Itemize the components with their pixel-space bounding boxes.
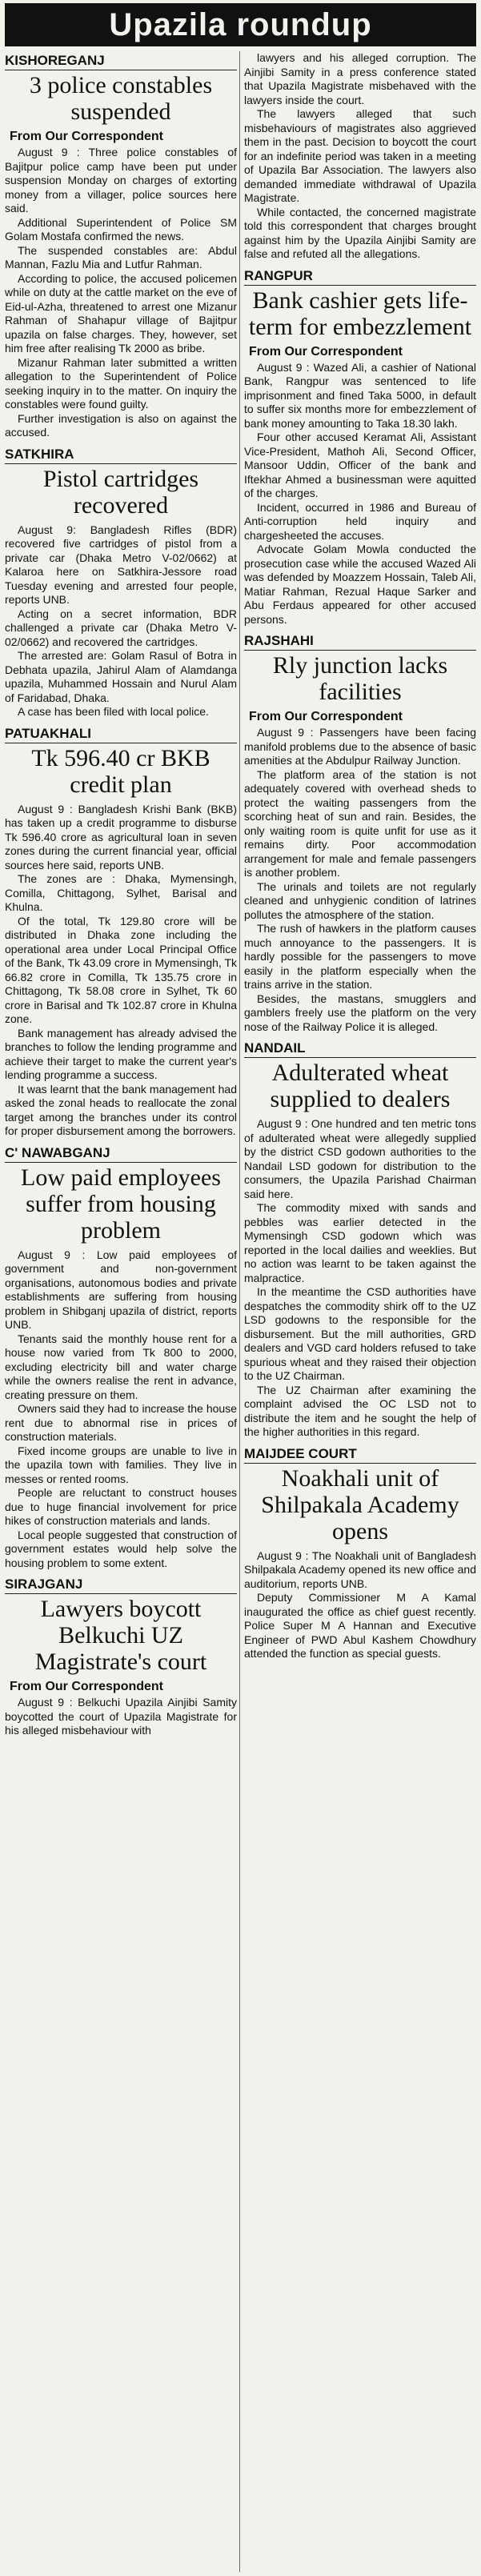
article-paragraph: Mizanur Rahman later submitted a written allegation to the Superintendent of Police seeking inquiry in to the matter. On inquiry the constables were found guilty. bbox=[5, 355, 237, 411]
article-paragraph: Fixed income groups are unable to live in the upazila town with families. They live in messes or rented rooms. bbox=[5, 1444, 237, 1485]
article-paragraph: In the meantime the CSD authorities have despatches the commodity shirk off to the UZ LSD godowns to the responsible for the disbursement. But the mill authorities, GRD dealers and VGD card holders refused to take spurious wheat and they raised their objection to the UZ Chairman. bbox=[244, 1285, 476, 1382]
dateline-kicker: KISHOREGANJ bbox=[5, 51, 237, 70]
article-paragraph: Of the total, Tk 129.80 crore will be distributed in Dhaka zone including the operational area under Local Principal Office of the Bank, Tk 43.09 crore in Mymensingh, Tk 66.82 crore in Comilla, Tk 135.75 crore in Chittagong, Tk 58.08 crore in Sylhet, Tk 60 crore in Barisal and Tk 102.87 crore in Khulna zone. bbox=[5, 914, 237, 1025]
article-paragraph: The commodity mixed with sands and pebbles was earlier detected in the Mymensingh CSD godown which was reported in the local dailies and weeklies. But no action was learnt to be taken against the malpractice. bbox=[244, 1201, 476, 1284]
article-paragraph: Four other accused Keramat Ali, Assistant Vice-President, Mathoh Ali, Second Officer, Mansoor Uddin, Officer of the bank and Iftekhar Ahmed a businessman were aquitted of the charges. bbox=[244, 431, 476, 499]
article bbox=[244, 1444, 476, 1661]
article-paragraph: August 9 : Passengers have been facing manifold problems due to the absence of basic amenities at the Abdulpur Railway Junction. bbox=[244, 726, 476, 767]
headline: Bank cashier gets life-term for embezzlement bbox=[248, 286, 472, 340]
article-paragraph: Deputy Commissioner M A Kamal inaugurated the office as chief guest recently. Police Super M A Hannan and Executive Engineer of PWD Abul Kashem Chowdhury attended the function as special guests. bbox=[244, 1591, 476, 1660]
section-masthead bbox=[5, 3, 476, 46]
article-paragraph: August 9 : Low paid employees of government and non-government organisations, autonomous bodies and private establishments are suffering from housing problem in Shibganj upazila of district, reports UNB. bbox=[5, 1248, 237, 1331]
article bbox=[5, 1144, 237, 1571]
article-paragraph: A case has been filed with local police. bbox=[18, 705, 209, 718]
article-paragraph: Acting on a secret information, BDR challenged a private car (Dhaka Metro V-02/0662) and recovered the cartridges. bbox=[5, 607, 237, 648]
article-paragraph: August 9 : One hundred and ten metric tons of adulterated wheat were allegedly supplied by the district CSD godown authorities to the Nandail LSD godown for distribution to the consumers, the Upazila Parishad Chairman said here. bbox=[244, 1117, 476, 1200]
headline: Noakhali unit of Shilpakala Academy opens bbox=[261, 1464, 459, 1544]
column-rule bbox=[239, 51, 240, 2572]
article-paragraph: The UZ Chairman after examining the complaint advised the OC LSD not to distribute the item and he sought the help of the higher authorities in this regard. bbox=[244, 1383, 476, 1438]
article-paragraph: The zones are : Dhaka, Mymensingh, Comilla, Chittagong, Sylhet, Barisal and Khulna. bbox=[5, 872, 237, 913]
byline: From Our Correspondent bbox=[10, 1680, 164, 1693]
article-paragraph: August 9 : Wazed Ali, a cashier of National Bank, Rangpur was sentenced to life imprisonment and fined Taka 5000, in default to suffer six months more for embezzlement of bank money amounting to Taka 18.30 lakh. bbox=[244, 360, 476, 430]
article-paragraph: The lawyers alleged that such misbehaviours of magistrates also aggrieved them in the past. Decision to boycott the court for an indefinite period was taken in a meeting of Upazila Bar Association. The lawyers also demanded immediate withdrawal of Upazila Magistrate. bbox=[244, 107, 476, 204]
dateline-kicker: RANGPUR bbox=[244, 266, 476, 286]
article-paragraph: Owners said they had to increase the house rent due to abnormal rise in prices of construction materials. bbox=[5, 1402, 237, 1443]
article-paragraph: Advocate Golam Mowla conducted the prosecution case while the accused Wazed Ali was defended by Moazzem Hossain, Taleb Ali, Matiar Rahman, Rezual Haque Sarker and Abu Ferdaus appeared for other accused persons. bbox=[244, 543, 476, 626]
article-paragraph: Bank management has already advised the branches to follow the lending programme and achieve their target to make the current year's lending programme a success. bbox=[5, 1026, 237, 1081]
dateline-kicker: PATUAKHALI bbox=[5, 724, 237, 743]
headline: 3 police constables suspended bbox=[29, 72, 213, 125]
article-paragraph: Incident, occurred in 1986 and Bureau of Anti-corruption held inquiry and chargesheeted the accuses. bbox=[244, 500, 476, 542]
byline: From Our Correspondent bbox=[249, 344, 403, 359]
masthead-title: Upazila roundup bbox=[109, 6, 372, 42]
article-paragraph: Local people suggested that construction of government estates would help solve the housing problem to some extent. bbox=[5, 1528, 237, 1569]
article-paragraph: The suspended constables are: Abdul Mannan, Fazlu Mia and Lutfur Rahman. bbox=[5, 243, 237, 270]
article bbox=[5, 1575, 237, 1738]
dateline-kicker: RAJSHAHI bbox=[244, 631, 476, 651]
article-paragraph: August 9 : Belkuchi Upazila Ainjibi Samity boycotted the court of Upazila Magistrate for his alleged misbehaviour with bbox=[5, 1696, 237, 1737]
headline: Adulterated wheat supplied to dealers bbox=[270, 1060, 451, 1112]
article-paragraph: The rush of hawkers in the platform causes much annoyance to the passengers. It is hardly possible for the passengers to move easily in the platform especially when the trains arrive in the station. bbox=[244, 922, 476, 991]
dateline-kicker: NANDAIL bbox=[244, 1039, 476, 1058]
headline: Rly junction lacks facilities bbox=[272, 652, 448, 705]
article-paragraph: Besides, the mastans, smugglers and gamblers freely use the platform on the very nose of the Railway Police it is alleged. bbox=[244, 992, 476, 1033]
article-paragraph: People are reluctant to construct houses due to huge financial involvement for price hikes of construction materials and lands. bbox=[5, 1486, 237, 1527]
article-paragraph: The platform area of the station is not adequately covered with overhead sheds to protect the waiting passengers from the scorching heat of sun and rain. Besides, the only waiting room is quite unfit for use as it remains dirty. Poor accommodation arrangement for male and female passengers is another problem. bbox=[244, 767, 476, 879]
article-paragraph: It was learnt that the bank management had asked the zonal heads to reallocate the zonal target among the branches under its control for proper disbursement among the borrowers. bbox=[5, 1082, 237, 1137]
article-paragraph: August 9 : The Noakhali unit of Bangladesh Shilpakala Academy opened its new office and auditorium, reports UNB. bbox=[244, 1548, 476, 1590]
article-paragraph: While contacted, the concerned magistrate told this correspondent that charges brought against him by the Upazila Ainjibi Samity are false and refuted all the allegations. bbox=[244, 205, 476, 260]
article bbox=[244, 266, 476, 627]
article-paragraph: The arrested are: Golam Rasul of Botra in Debhata upazila, Jahirul Alam of Alamdanga upazila, Muhammed Hossain and Nurul Alam of Faridabad, Dhaka. bbox=[5, 649, 237, 704]
right-column bbox=[244, 51, 476, 1666]
article bbox=[5, 445, 237, 719]
article-paragraph: August 9: Bangladesh Rifles (BDR) recovered five cartridges of pistol from a private car (Dhaka Metro V-02/0662) at Kalaroa here on Satkhira-Jessore road Tuesday evening and arrested four people, reports UNB. bbox=[5, 523, 237, 606]
left-column bbox=[5, 51, 237, 1743]
byline: From Our Correspondent bbox=[10, 130, 164, 143]
article bbox=[244, 631, 476, 1034]
dateline-kicker: SATKHIRA bbox=[5, 445, 237, 464]
headline: Low paid employees suffer from housing problem bbox=[21, 1164, 221, 1244]
dateline-kicker: C' NAWABGANJ bbox=[5, 1144, 237, 1163]
headline: Tk 596.40 cr BKB credit plan bbox=[31, 744, 210, 798]
article-paragraph: lawyers and his alleged corruption. The Ainjibi Samity in a press conference stated that Upazila Magistrate misbehaved with the lawyers inside the court. bbox=[244, 51, 476, 106]
article-paragraph: The urinals and toilets are not regularly cleaned and unhygienic condition of latrines pollutes the atmosphere of the station. bbox=[244, 879, 476, 921]
byline: From Our Correspondent bbox=[249, 710, 403, 723]
article-paragraph: Additional Superintendent of Police SM Golam Mostafa confirmed the news. bbox=[5, 215, 237, 242]
headline: Lawyers boycott Belkuchi UZ Magistrate's court bbox=[34, 1596, 207, 1675]
headline: Pistol cartridges recovered bbox=[42, 465, 199, 519]
article bbox=[5, 724, 237, 1139]
dateline-kicker: SIRAJGANJ bbox=[5, 1575, 237, 1594]
article bbox=[244, 51, 476, 262]
dateline-kicker: MAIJDEE COURT bbox=[244, 1444, 476, 1464]
article bbox=[244, 1039, 476, 1440]
article-paragraph: August 9 : Three police constables of Bajitpur police camp have been put under suspension Monday on charges of extorting money from a villager, police sources here said. bbox=[5, 146, 237, 214]
article-paragraph: August 9 : Bangladesh Krishi Bank (BKB) has taken up a credit programme to disburse Tk 596.40 crore as agricultural loan in seven zones during the current financial year, official sources here said, reports UNB. bbox=[5, 802, 237, 871]
article-paragraph: Further investigation is also on against the accused. bbox=[5, 411, 237, 439]
article-paragraph: According to police, the accused policemen while on duty at the cattle market on the eve of Eid-ul-Azha, threatened to arrest one Mizanur Rahman of Shahapur village of Bajitpur upazila on false charges. They, however, set him free after realising Tk 2000 as bribe. bbox=[5, 271, 237, 355]
article bbox=[5, 51, 237, 440]
article-paragraph: Tenants said the monthly house rent for a house now varied from Tk 800 to 2000, excluding electricity bill and water charge while the owners realise the rent in advance, creating pressure on them. bbox=[5, 1332, 237, 1401]
